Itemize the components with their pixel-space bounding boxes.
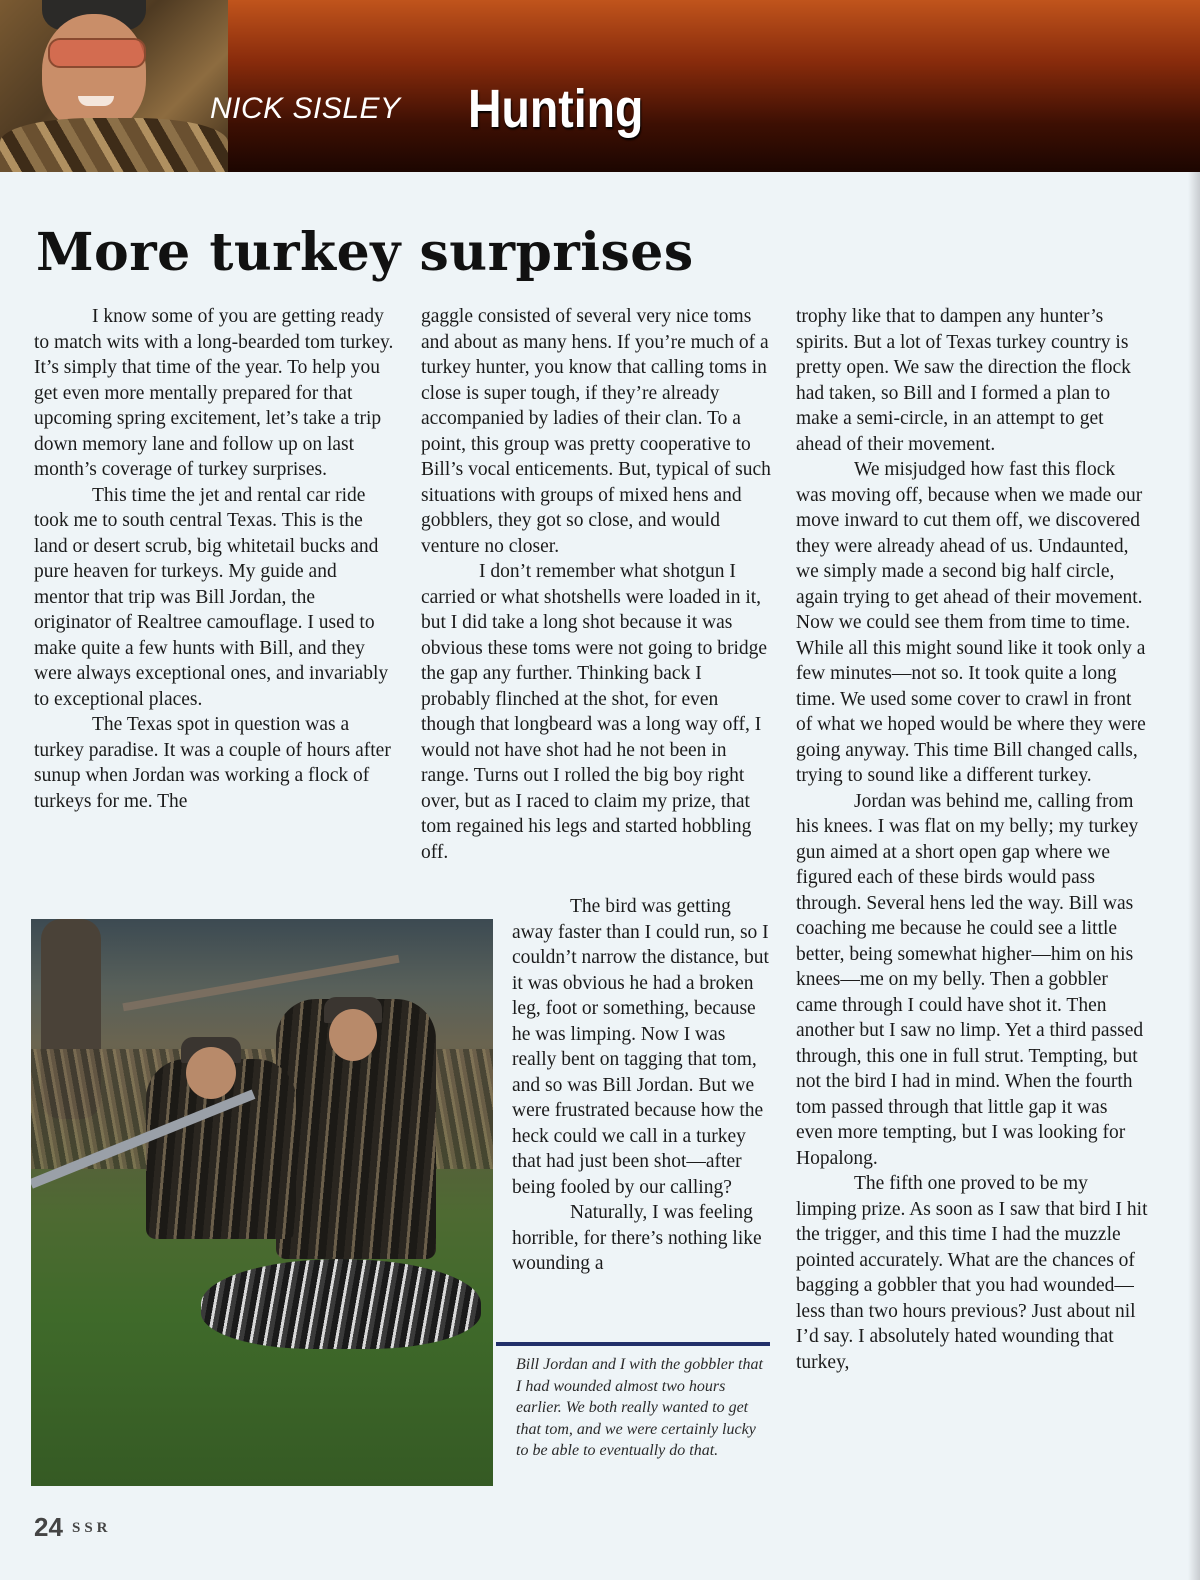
photo-caption: Bill Jordan and I with the gobbler that I had wounded almost two hours earlier. We both really wanted to get that tom, and we were certainly lucky to be able to eventually do that.	[516, 1356, 763, 1459]
author-byline: NICK SISLEY	[210, 92, 401, 125]
author-smile	[78, 96, 114, 106]
article-column-1	[34, 304, 396, 814]
article-column-2-continued	[512, 894, 774, 1277]
page-edge	[1188, 172, 1200, 1580]
paragraph: We misjudged how fast this flock was moving off, because when we made our move inward to cut them off, we discovered they were already ahead of us. Undaunted, we simply made a second big half circle, again trying to get ahead of their movement. Now we could see them from time to time. While all this might sound like it took only a few minutes—not so. It took quite a long time. We used some cover to crawl in front of what we hoped would be where they were going anyway. This time Bill changed calls, trying to sound like a different turkey.	[796, 459, 1146, 786]
author-glasses	[48, 38, 146, 68]
caption-divider	[496, 1342, 770, 1346]
paragraph: trophy like that to dampen any hunter’s spirits. But a lot of Texas turkey country is pretty open. We saw the direction the flock had taken, so Bill and I formed a plan to make a semi-circle, in an attempt to get ahead of their movement.	[796, 306, 1131, 455]
paragraph: The Texas spot in question was a turkey paradise. It was a couple of hours after sunup when Jordan was working a flock of turkeys for me. The	[34, 714, 391, 812]
article-headline: More turkey surprises	[36, 222, 694, 283]
paragraph: Naturally, I was feeling horrible, for there’s nothing like wounding a	[512, 1202, 762, 1274]
author-portrait	[0, 0, 228, 172]
author-camo-jacket	[0, 118, 228, 172]
hunter-face	[329, 1009, 377, 1061]
paragraph: The fifth one proved to be my limping prize. As soon as I saw that bird I hit the trigger, and this time I had the muzzle pointed accurately. What are the chances of bagging a gobbler that you had wounded—less than two hours previous? Just about nil I’d say. I absolutely hated wounding that turkey,	[796, 1173, 1148, 1373]
paragraph: I don’t remember what shotgun I carried or what shotshells were loaded in it, but I did take a long shot because it was obvious these toms were not going to bridge the gap any further. Thinking back I probably flinched at the shot, for even though that longbeard was a long way off, I would not have shot had he not been in range. Turns out I rolled the big boy right over, but as I raced to claim my prize, that tom regained his legs and started hobbling off.	[421, 561, 768, 863]
page-number: 24	[34, 1512, 63, 1542]
article-column-2	[421, 304, 773, 865]
paragraph: I know some of you are getting ready to match wits with a long-bearded tom turkey. It’s simply that time of the year. To help you get even more mentally prepared for that upcoming spring excitement, let’s take a trip down memory lane and follow up on last month’s coverage of turkey surprises.	[34, 306, 394, 480]
turkey-gobbler	[201, 1259, 481, 1349]
section-title: Hunting	[468, 79, 644, 139]
paragraph: This time the jet and rental car ride took me to south central Texas. This is the land or desert scrub, big whitetail bucks and pure heaven for turkeys. My guide and mentor that trip was Bill Jordan, the originator of Realtree camouflage. I used to make quite a few hunts with Bill, and they were always exceptional ones, and invariably to exceptional places.	[34, 484, 389, 710]
author-face	[42, 14, 146, 132]
header-banner	[0, 0, 1200, 172]
paragraph: gaggle consisted of several very nice toms and about as many hens. If you’re much of a turkey hunter, you know that calling toms in close is super tough, if they’re already accompanied by ladies of their clan. To a point, this group was pretty cooperative to Bill’s vocal enticements. But, typical of such situations with groups of mixed hens and gobblers, they got so close, and would venture no closer.	[421, 306, 771, 557]
article-column-3	[796, 304, 1148, 1375]
hunter-face	[186, 1047, 236, 1099]
hunters-with-turkey-photo	[31, 919, 493, 1486]
paragraph: Jordan was behind me, calling from his knees. I was flat on my belly; my turkey gun aimed at a short open gap where we figured each of these birds would pass through. Several hens led the way. Bill was coaching me because he could see a little better, being somewhat higher—him on his knees—me on my belly. Then a gobbler came through I could have shot it. Then another but I saw no limp. Yet a third passed through, this one in full strut. Tempting, but not the bird I had in mind. When the fourth tom passed through that little gap it was even more tempting, but I was looking for Hopalong.	[796, 790, 1144, 1169]
publication-name: SSR	[72, 1520, 112, 1536]
paragraph: The bird was getting away faster than I could run, so I couldn’t narrow the distance, but it was obvious he had a broken leg, foot or something, because he was limping. Now I was really bent on tagging that tom, and so was Bill Jordan. But we were frustrated because how the heck could we call in a turkey that had just been shot—after being fooled by our calling?	[512, 896, 769, 1198]
